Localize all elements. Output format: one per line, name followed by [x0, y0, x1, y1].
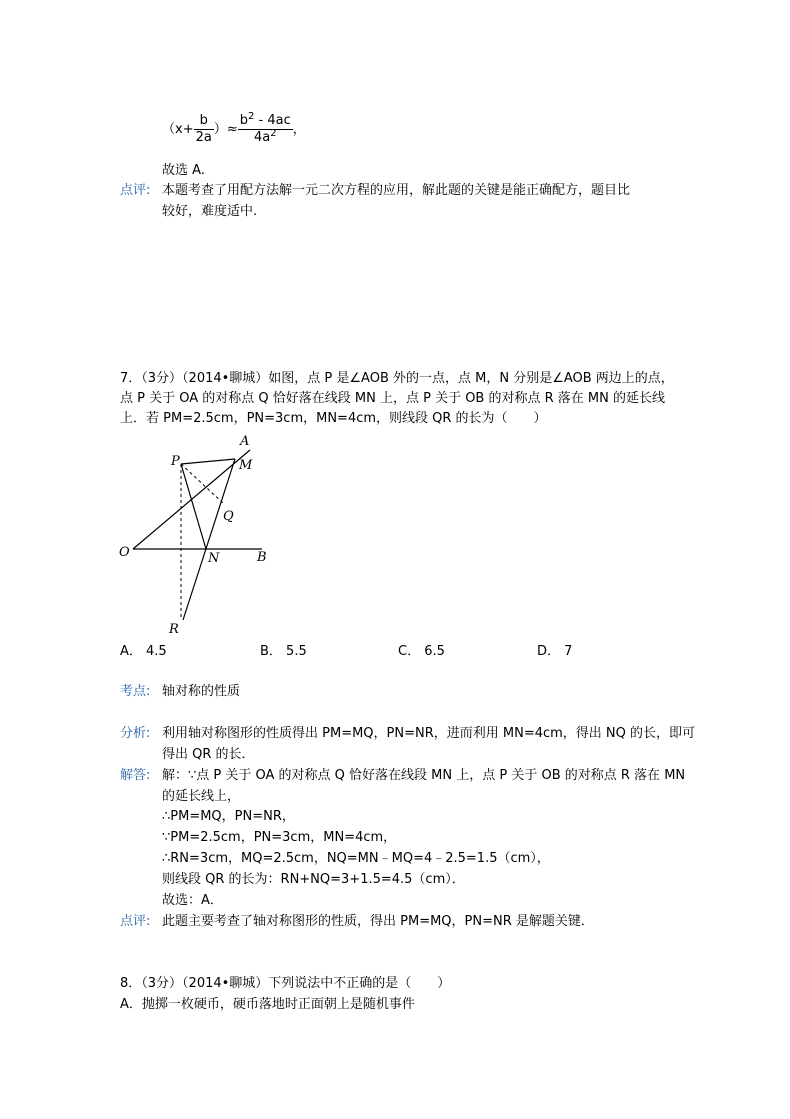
- label-a: A: [240, 434, 250, 449]
- q7-option-a[interactable]: A． 4.5: [120, 644, 167, 659]
- fraction-b-over-2a: $\frac{b}{2a}$: [195, 113, 212, 145]
- segment-mr: [183, 459, 235, 620]
- formula: [162, 108, 306, 152]
- q6-answer: 故选 A.: [162, 163, 205, 178]
- q7-fenxi-label: 分析:: [120, 726, 151, 741]
- q7-jieda-label: 解答:: [120, 768, 151, 783]
- q7-jieda-line7: 故选：A．: [162, 893, 223, 908]
- q7-dianping-text: 此题主要考查了轴对称图形的性质，得出 PM=MQ，PN=NR 是解题关键．: [162, 914, 594, 929]
- q6-review-line2: 较好，难度适中.: [162, 204, 258, 219]
- q7-fenxi-line2: 得出 QR 的长．: [162, 747, 255, 762]
- formula-approx: ≈: [226, 122, 238, 137]
- segment-pm: [181, 459, 235, 464]
- label-b: B: [257, 550, 267, 565]
- q7-jieda-line2: 的延长线上，: [162, 789, 241, 804]
- label-m: M: [239, 458, 253, 473]
- q6-review-label: 点评:: [120, 183, 151, 198]
- q7-jieda-line5: ∴RN=3cm，MQ=2.5cm，NQ=MN﹣MQ=4﹣2.5=1.5（cm），: [162, 851, 550, 866]
- formula-open: （x+: [162, 122, 194, 137]
- segment-pn: [181, 464, 206, 549]
- label-p: P: [171, 454, 180, 469]
- q7-jieda-line1: 解：∵点 P 关于 OA 的对称点 Q 恰好落在线段 MN 上，点 P 关于 OB 的对称点 R 落在 MN: [162, 768, 686, 783]
- q7-dianping-label: 点评:: [120, 914, 151, 929]
- q7-jieda-line4: ∵PM=2.5cm，PN=3cm，MN=4cm，: [162, 830, 397, 845]
- q7-option-b[interactable]: B． 5.5: [260, 644, 307, 659]
- label-r: R: [169, 622, 179, 637]
- formula-close: ）: [213, 122, 227, 137]
- q7-jieda-line3: ∴PM=MQ，PN=NR，: [162, 809, 295, 824]
- q7-jieda-line6: 则线段 QR 的长为：RN+NQ=3+1.5=4.5（cm）．: [162, 872, 465, 887]
- q7-kaodian-text: 轴对称的性质: [162, 684, 241, 699]
- q7-option-c[interactable]: C． 6.5: [398, 644, 445, 659]
- q7-geometry-figure: [115, 430, 295, 640]
- label-q: Q: [223, 509, 234, 524]
- q8-option-a[interactable]: A．抛掷一枚硬币，硬币落地时正面朝上是随机事件: [120, 997, 415, 1012]
- q7-kaodian-label: 考点:: [120, 684, 151, 699]
- fraction-discriminant: $\frac{b^2 - 4ac}{4a^2}$: [239, 111, 291, 145]
- q7-stem-line3: 上．若 PM=2.5cm，PN=3cm，MN=4cm，则线段 QR 的长为（ ）: [120, 411, 547, 426]
- q7-stem-line1: 7．（3分）（2014•聊城）如图，点 P 是∠AOB 外的一点，点 M，N 分别是∠AOB 两边上的点，: [120, 371, 674, 386]
- q6-review-line1: 本题考查了用配方法解一元二次方程的应用，解此题的关键是能正确配方，题目比: [162, 183, 631, 198]
- q7-option-d[interactable]: D． 7: [537, 644, 573, 659]
- q7-stem-line2: 点 P 关于 OA 的对称点 Q 恰好落在线段 MN 上，点 P 关于 OB 的对称点 R 落在 MN 的延长线: [120, 391, 665, 406]
- formula-comma: ，: [292, 122, 306, 137]
- q8-stem-line1: 8．（3分）（2014•聊城）下列说法中不正确的是（ ）: [120, 976, 451, 991]
- label-n: N: [208, 551, 220, 566]
- q7-fenxi-line1: 利用轴对称图形的性质得出 PM=MQ，PN=NR，进而利用 MN=4cm，得出 NQ 的长，即可: [162, 726, 696, 741]
- label-o: O: [119, 545, 130, 560]
